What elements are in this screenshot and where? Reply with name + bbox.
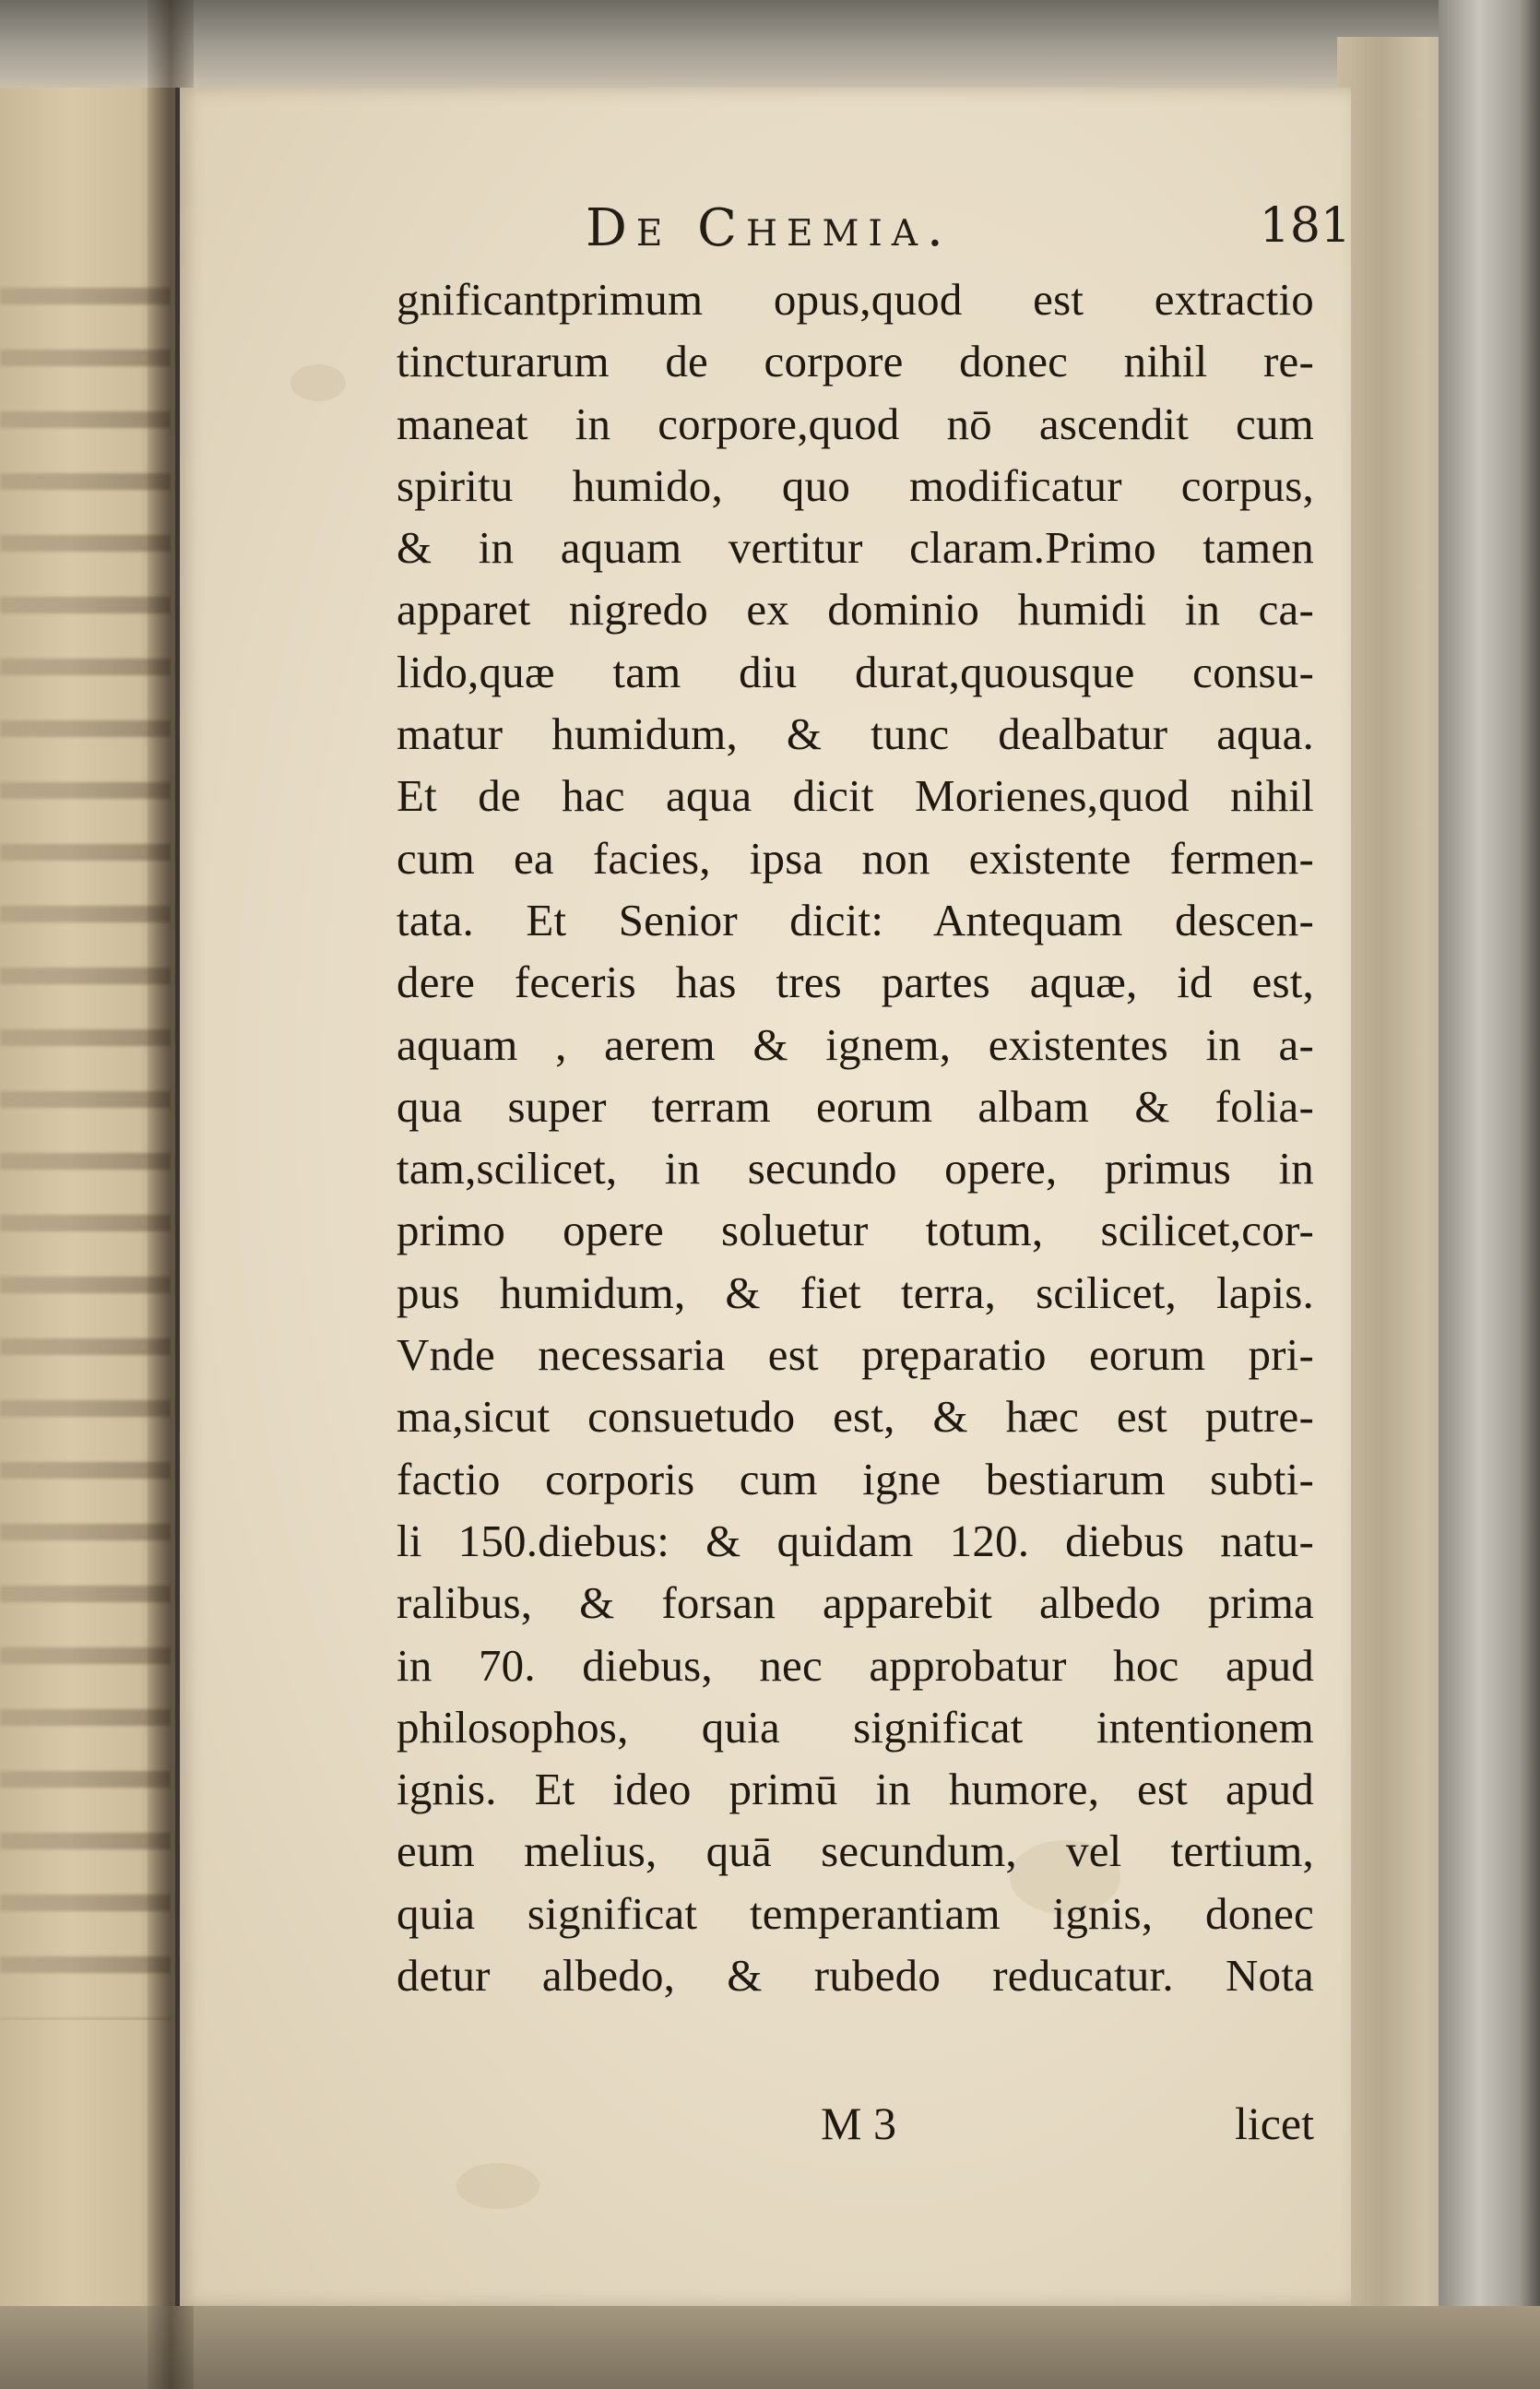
- text-line: qua super terram eorum albam & folia-: [397, 1080, 1314, 1132]
- text-line: li 150.diebus: & quidam 120. diebus natu-: [397, 1515, 1314, 1566]
- text-line: apparet nigredo ex dominio humidi in ca-: [397, 584, 1314, 636]
- page-number: 181: [1259, 198, 1351, 254]
- body-text: [397, 268, 1319, 2006]
- text-line: primo opere soluetur totum, scilicet,cor-: [397, 1205, 1314, 1256]
- bottom-edge: [0, 2306, 1540, 2389]
- text-line: & in aquam vertitur claram.Primo tamen: [397, 522, 1314, 574]
- page-header: [586, 198, 1351, 272]
- text-line: detur albedo, & rubedo reducatur. Nota: [397, 1950, 1314, 2002]
- signature-mark: M 3: [821, 2098, 896, 2149]
- text-line: eum melius, quā secundum, vel tertium,: [397, 1825, 1314, 1877]
- book-page: [180, 88, 1351, 2306]
- text-line: pus humidum, & fiet terra, scilicet, lapis.: [397, 1266, 1314, 1318]
- top-binding-edge: [0, 0, 1540, 88]
- text-line: matur humidum, & tunc dealbatur aqua.: [397, 708, 1314, 760]
- text-line: quia significat temperantiam ignis, donec: [397, 1887, 1314, 1939]
- text-line: cum ea facies, ipsa non existente fermen-: [397, 832, 1314, 884]
- paper-stain: [456, 2163, 539, 2209]
- book-cover-edge: [1439, 0, 1540, 2389]
- text-line: dere feceris has tres partes aquæ, id est,: [397, 957, 1314, 1008]
- text-line: ma,sicut consuetudo est, & hæc est putre-: [397, 1391, 1314, 1443]
- text-line: tam,scilicet, in secundo opere, primus in: [397, 1143, 1314, 1194]
- text-line: tincturarum de corpore donec nihil re-: [397, 336, 1314, 387]
- text-line: ralibus, & forsan apparebit albedo prima: [397, 1577, 1314, 1629]
- text-line: spiritu humido, quo modificatur corpus,: [397, 459, 1314, 511]
- text-line: in 70. diebus, nec approbatur hoc apud: [397, 1639, 1314, 1691]
- text-line: Et de hac aqua dicit Morienes,quod nihil: [397, 770, 1314, 822]
- text-line: philosophos, quia significat intentionem: [397, 1701, 1314, 1753]
- text-line: tata. Et Senior dicit: Antequam descen-: [397, 894, 1314, 945]
- paper-stain: [290, 364, 346, 401]
- text-line: gnificantprimum opus,quod est extractio: [397, 274, 1314, 325]
- text-line: aquam , aerem & ignem, existentes in a-: [397, 1018, 1314, 1070]
- running-head: De Chemia.: [586, 198, 953, 258]
- facing-page-text-bleed: [0, 267, 171, 2020]
- text-line: lido,quæ tam diu durat,quousque consu-: [397, 646, 1314, 697]
- page-footer: [397, 2097, 1314, 2158]
- text-line: factio corporis cum igne bestiarum subti-: [397, 1453, 1314, 1504]
- text-line: maneat in corpore,quod nō ascendit cum: [397, 398, 1314, 449]
- text-line: Vnde necessaria est pręparatio eorum pri-: [397, 1329, 1314, 1381]
- text-line: ignis. Et ideo primū in humore, est apud: [397, 1764, 1314, 1815]
- catchword: licet: [1234, 2098, 1314, 2149]
